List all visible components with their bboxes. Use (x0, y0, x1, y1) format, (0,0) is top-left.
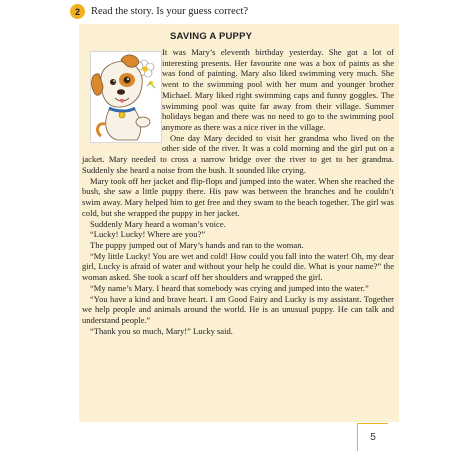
story-paragraph: “Lucky! Lucky! Where are you?” (90, 229, 206, 240)
story-paragraph: “My little Lucky! You are wet and cold! How could you fall into the water! Oh, my dear girl, Lucky is afraid of water and without your help he could die. What is your name?” the woman asked. She took a scarf off her shoulders and wrapped the girl. (82, 250, 394, 283)
story-paragraph: “Thank you so much, Mary!” Lucky said. (90, 325, 233, 336)
story-title: SAVING A PUPPY (170, 31, 253, 42)
story-paragraph: The puppy jumped out of Mary’s hands and ran to the woman. (90, 239, 304, 250)
task-number-badge: 2 (70, 4, 85, 19)
story-paragraph: One day Mary decided to visit her grandma who lived on the other side of the river. It was a cold morning and the girl put on a jacket. Mary needed to cross a narrow bridge over the river to get to her grandma. Suddenly she heard a noise from the bush. It sounded like crying. (82, 132, 394, 175)
story-paragraph: It was Mary’s eleventh birthday yesterday. She got a lot of interesting presents. Her favourite one was a box of paints as she was fond of painting. Mary also liked swimming very much. She went to the swimming pool with her mum and younger brother Michael. Mary liked right swimming caps and funny goggles. The swimming pool was quite far away from their village. Summer holidays began and there was no need to go to the swimming pool anymore as there was a nice river in the village. (162, 47, 394, 133)
task-header (70, 4, 248, 19)
story-paragraph: Mary took off her jacket and flip-flops and jumped into the water. When she reached the bush, she saw a little puppy there. His paw was between the branches and he couldn’t swim away. Mary helped him to get free and they swam to the beach together. The girl was cold, but she wrapped the puppy in her jacket. (82, 175, 394, 218)
task-instruction: Read the story. Is your guess correct? (91, 6, 249, 17)
illustration-spacer (82, 47, 162, 144)
page-number: 5 (357, 423, 388, 451)
story-paragraph: Suddenly Mary heard a woman’s voice. (90, 218, 226, 229)
story-paragraph: “My name’s Mary. I heard that somebody was crying and jumped into the water.” (90, 282, 369, 293)
story-text (82, 47, 394, 336)
story-paragraph: “You have a kind and brave heart. I am Good Fairy and Lucky is my assistant. Together we help people and animals around the world. He is an unusual puppy. He can talk and understand people.” (82, 293, 394, 325)
